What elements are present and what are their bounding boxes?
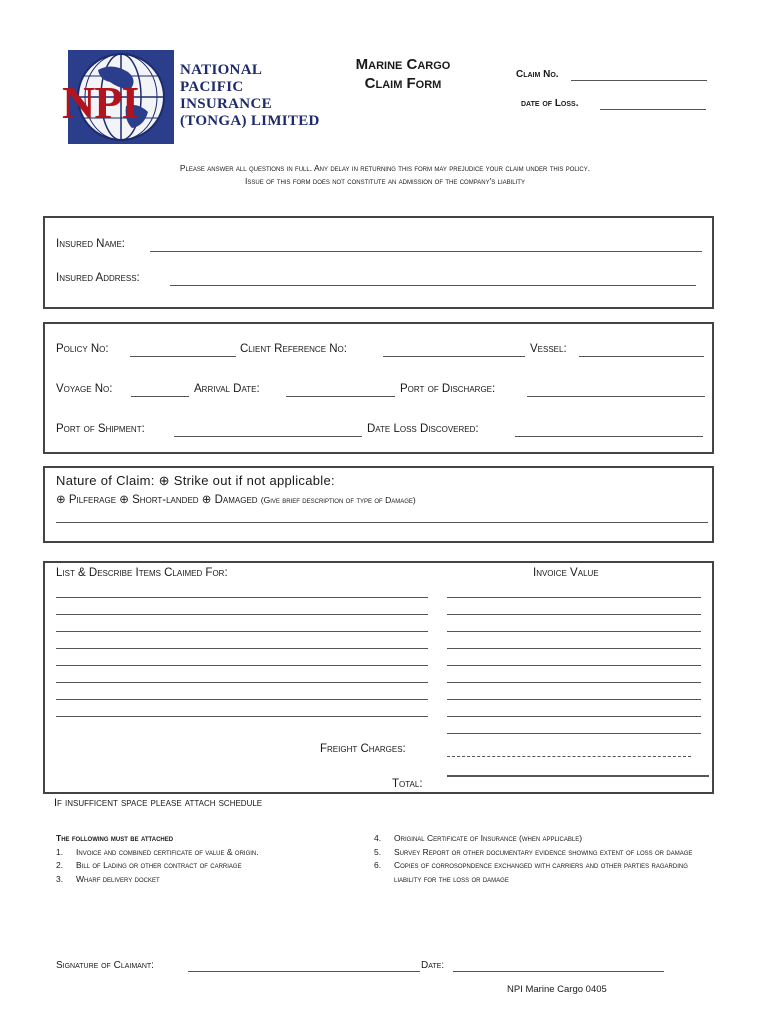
form-title — [340, 55, 466, 93]
nature-of-claim-heading: Nature of Claim: ⊕ Strike out if not applicable: — [56, 473, 335, 488]
claim-no-field — [516, 69, 559, 80]
policy-no-label: Policy No: — [56, 343, 109, 355]
item-description-input[interactable] — [56, 648, 428, 649]
invoice-value-input[interactable] — [447, 733, 701, 734]
port-of-shipment-label: Port of Shipment: — [56, 423, 145, 435]
port-of-shipment-input[interactable] — [174, 436, 362, 437]
date-of-loss-input[interactable] — [600, 109, 706, 110]
item-description-input[interactable] — [56, 699, 428, 700]
attachments-right-column — [374, 832, 712, 886]
attachment-item: 4. Original Certificate of Insurance (when applicable) — [374, 833, 583, 843]
damage-description-input[interactable] — [56, 522, 708, 523]
total-label: Total: — [392, 778, 423, 790]
signature-date-label: Date: — [421, 960, 445, 971]
nature-of-claim-options — [56, 492, 416, 506]
invoice-value-input[interactable] — [447, 699, 701, 700]
claim-no-input[interactable] — [571, 80, 707, 81]
insured-section — [43, 216, 714, 309]
invoice-value-input[interactable] — [447, 716, 701, 717]
logo-abbreviation: NPI — [62, 77, 139, 128]
items-list-label: List & Describe Items Claimed For: — [56, 567, 228, 579]
invoice-value-label: Invoice Value — [533, 567, 599, 579]
attachment-item: 5. Survey Report or other documentary evidence showing extent of loss or damage — [374, 846, 693, 857]
signature-date-input[interactable] — [453, 971, 664, 972]
logo-line: INSURANCE — [180, 96, 272, 112]
invoice-value-input[interactable] — [447, 648, 701, 649]
policy-no-input[interactable] — [130, 356, 236, 357]
client-reference-input[interactable] — [383, 356, 525, 357]
claim-no-label: Claim No. — [516, 69, 559, 80]
signature-input[interactable] — [188, 971, 420, 972]
item-description-input[interactable] — [56, 665, 428, 666]
invoice-value-input[interactable] — [447, 631, 701, 632]
invoice-value-input[interactable] — [447, 597, 701, 598]
vessel-input[interactable] — [579, 356, 704, 357]
logo-company-name — [180, 62, 320, 130]
claim-type-hint: (Give brief description of type of Damage) — [260, 495, 416, 505]
port-of-discharge-label: Port of Discharge: — [400, 383, 496, 395]
insured-name-label: Insured Name: — [56, 238, 126, 250]
item-description-input[interactable] — [56, 631, 428, 632]
vessel-label: Vessel: — [530, 343, 567, 355]
arrival-date-input[interactable] — [286, 396, 395, 397]
attachments-heading: The following must be attached — [56, 833, 174, 843]
attachment-item: 2. Bill of Lading or other contract of carriage — [56, 860, 242, 870]
logo-line: NATIONAL — [180, 62, 263, 78]
insured-address-label: Insured Address: — [56, 272, 140, 284]
invoice-value-input[interactable] — [447, 614, 701, 615]
freight-charges-label: Freight Charges: — [320, 743, 406, 755]
invoice-value-input[interactable] — [447, 665, 701, 666]
date-of-loss-field — [521, 98, 578, 109]
insured-address-input[interactable] — [170, 285, 696, 286]
arrival-date-label: Arrival Date: — [194, 383, 260, 395]
company-logo — [62, 50, 330, 144]
logo-line: (TONGA) LIMITED — [180, 113, 320, 129]
invoice-value-input[interactable] — [447, 682, 701, 683]
item-description-input[interactable] — [56, 614, 428, 615]
signature-label: Signature of Claimant: — [56, 960, 154, 971]
footer-form-code: NPI Marine Cargo 0405 — [507, 984, 607, 995]
item-description-input[interactable] — [56, 597, 428, 598]
date-loss-discovered-label: Date Loss Discovered: — [367, 423, 479, 435]
form-title-line1: Marine Cargo — [355, 56, 451, 73]
insufficient-space-note: If insufficent space please attach schedule — [54, 797, 263, 809]
client-reference-label: Client Reference No: — [240, 343, 347, 355]
logo-line: PACIFIC — [180, 79, 244, 95]
date-of-loss-label: date of Loss. — [521, 98, 579, 109]
items-claimed-section — [43, 561, 714, 794]
port-of-discharge-input[interactable] — [527, 396, 705, 397]
notice-line-1: Please answer all questions in full. Any delay in returning this form may prejudice your claim under this policy. — [179, 163, 591, 173]
freight-charges-input[interactable] — [447, 756, 691, 757]
voyage-no-label: Voyage No: — [56, 383, 113, 395]
claim-type-options[interactable]: ⊕ Pilferage ⊕ Short-landed ⊕ Damaged — [56, 494, 258, 506]
item-description-input[interactable] — [56, 716, 428, 717]
attachments-left-column — [56, 832, 356, 886]
notice-line-2: Issue of this form does not constitute an admission of the company's liability — [245, 176, 525, 186]
voyage-no-input[interactable] — [131, 396, 189, 397]
attachment-item: 1. Invoice and combined certificate of value & origin. — [56, 846, 259, 857]
attachment-item: 6. Copies of corrosopndence exchanged with carriers and other parties ragarding liability for the loss or damage — [374, 860, 688, 884]
form-title-line2: Claim Form — [364, 75, 442, 92]
date-loss-discovered-input[interactable] — [515, 436, 703, 437]
insured-name-input[interactable] — [150, 251, 702, 252]
total-rule — [447, 775, 709, 777]
attachment-item: 3. Wharf delivery docket — [56, 873, 160, 884]
item-description-input[interactable] — [56, 682, 428, 683]
